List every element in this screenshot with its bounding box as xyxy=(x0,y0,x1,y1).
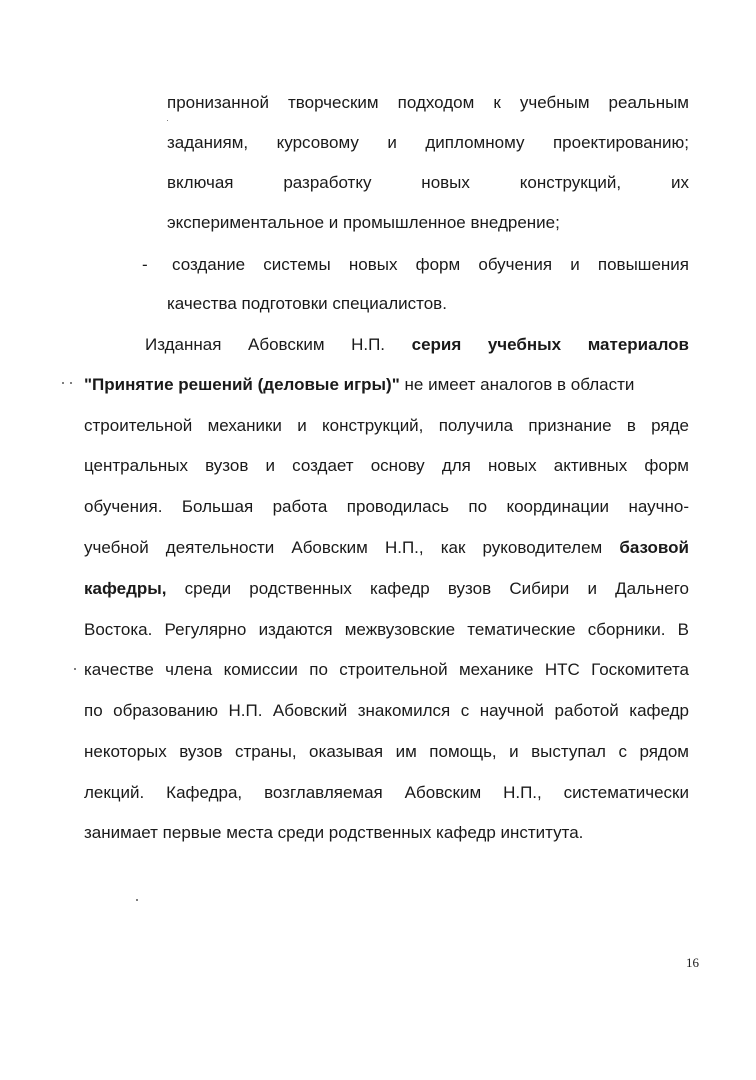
paragraph-line: строительной механики и конструкций, получила признание в ряде xyxy=(84,416,689,435)
paragraph-line: по образованию Н.П. Абовский знакомился с научной работой кафедр xyxy=(84,701,689,720)
bullet-marker: - xyxy=(142,255,148,274)
paragraph-line: занимает первые места среди родственных кафедр института. xyxy=(84,823,584,842)
list-text-line: пронизанной творческим подходом к учебным реальным xyxy=(167,93,689,112)
paragraph-text: среди родственных кафедр вузов Сибири и Дальнего xyxy=(166,579,689,598)
paragraph-line xyxy=(84,537,689,559)
paragraph-line: центральных вузов и создает основу для новых активных форм xyxy=(84,456,689,475)
paragraph-line xyxy=(84,578,689,600)
list-text-line: экспериментальное и промышленное внедрение; xyxy=(167,213,560,232)
bullet-text-line: создание системы новых форм обучения и повышения xyxy=(172,255,689,274)
paragraph-line: обучения. Большая работа проводилась по координации научно- xyxy=(84,497,689,516)
paragraph-text: Изданная Абовским Н.П. xyxy=(145,335,386,354)
scan-speck xyxy=(167,120,168,121)
page-number: 16 xyxy=(686,955,699,970)
paragraph-line: Востока. Регулярно издаются межвузовские тематические сборники. В xyxy=(84,620,689,639)
paragraph-text: не имеет аналогов в области xyxy=(399,375,635,394)
scan-speck xyxy=(74,668,76,670)
paragraph-text: учебной деятельности Абовским Н.П., как руководителем xyxy=(84,538,603,557)
list-text-line: заданиям, курсовому и дипломному проектированию; xyxy=(167,133,689,152)
paragraph-line: некоторых вузов страны, оказывая им помощь, и выступал с рядом xyxy=(84,742,689,761)
scan-speck xyxy=(136,899,138,901)
paragraph-bold-text: серия учебных материалов xyxy=(411,335,689,354)
paragraph-line: лекций. Кафедра, возглавляемая Абовским Н.П., систематически xyxy=(84,783,689,802)
scan-speck xyxy=(70,382,72,384)
paragraph-bold-text: базовой xyxy=(619,538,689,557)
list-text-line: включая разработку новых конструкций, их xyxy=(167,173,689,192)
bullet-text-line: качества подготовки специалистов. xyxy=(167,294,447,313)
paragraph-line xyxy=(84,374,634,396)
paragraph-line xyxy=(145,334,689,356)
paragraph-bold-text: кафедры, xyxy=(84,579,167,598)
book-title: "Принятие решений (деловые игры)" xyxy=(84,375,400,394)
scan-speck xyxy=(62,382,64,384)
paragraph-line: качестве члена комиссии по строительной механике НТС Госкомитета xyxy=(84,660,689,679)
